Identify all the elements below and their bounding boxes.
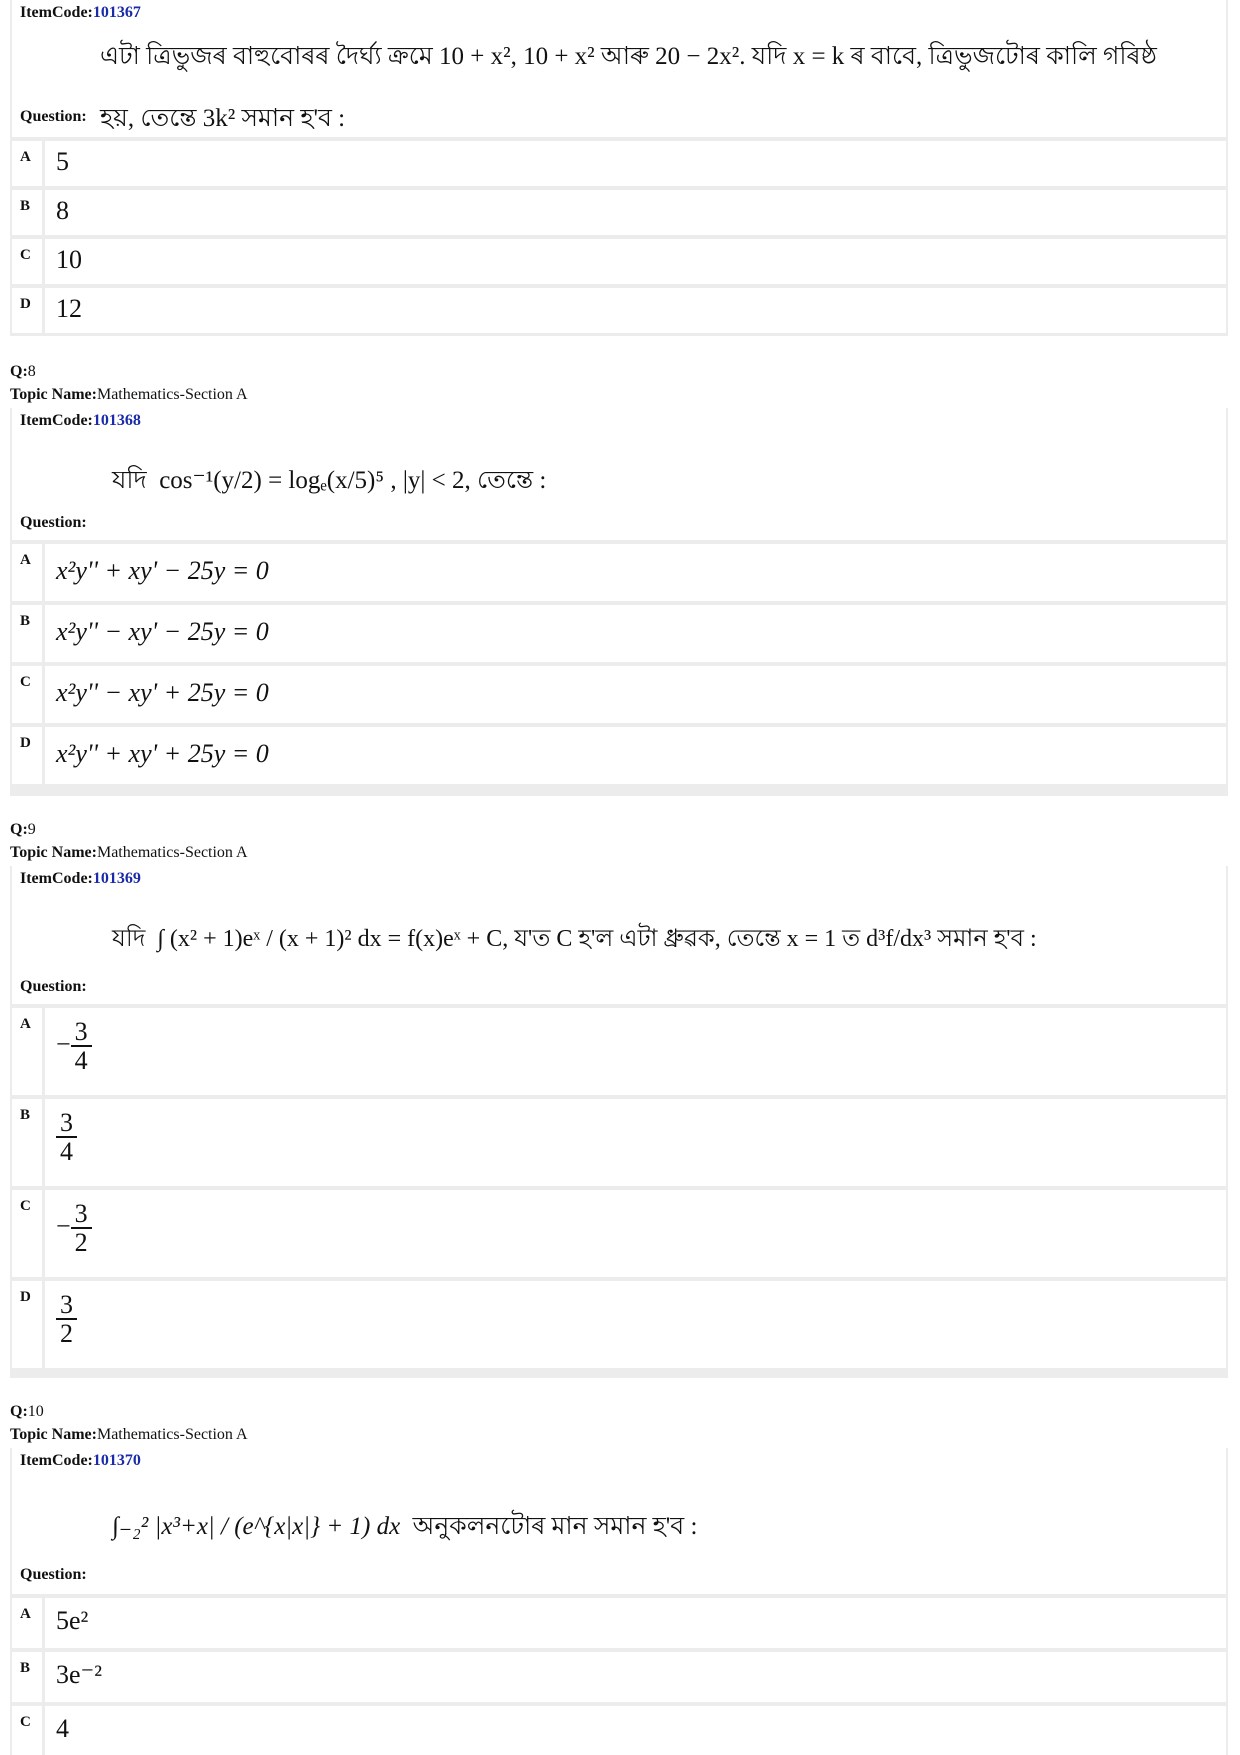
- question-stem: ∫₋₂² |x³+x| / (e^{x|x|} + 1) dx অনুকলনটোৰ মান সমান হ'ব :: [112, 1513, 698, 1540]
- option-c[interactable]: C − $\frac{3}{2}$: [12, 1190, 1226, 1277]
- option-a[interactable]: A 5e²: [12, 1598, 1226, 1648]
- option-b[interactable]: B 3e⁻²: [12, 1652, 1226, 1702]
- question-header: [12, 866, 1226, 1004]
- option-c[interactable]: C x²y'' − xy' + 25y = 0: [12, 666, 1226, 723]
- option-a[interactable]: A − $\frac{3}{4}$: [12, 1008, 1226, 1095]
- option-d[interactable]: D 12: [12, 288, 1226, 333]
- option-a[interactable]: A 5: [12, 141, 1226, 186]
- option-a[interactable]: A x²y'' + xy' − 25y = 0: [12, 544, 1226, 601]
- item-code: ItemCode:101367: [20, 4, 141, 21]
- item-code: ItemCode:101368: [20, 412, 141, 429]
- option-b[interactable]: B $\frac{3}{4}$: [12, 1099, 1226, 1186]
- question-header: [12, 1448, 1226, 1594]
- option-b[interactable]: B x²y'' − xy' − 25y = 0: [12, 605, 1226, 662]
- question-number: Q:9: [10, 821, 36, 838]
- question-number: Q:10: [10, 1403, 44, 1420]
- question-label: Question:: [20, 108, 87, 125]
- option-b[interactable]: B 8: [12, 190, 1226, 235]
- question-header: [12, 408, 1226, 540]
- question-stem: যদি ∫ (x² + 1)eˣ / (x + 1)² dx = f(x)eˣ + C, য'ত C হ'ল এটা ধ্ৰুৱক, তেন্তে x = 1 ত d³f/dx³ সমান হ'ব :: [112, 926, 1037, 952]
- question-block-101368: [10, 408, 1228, 796]
- question-number: Q:8: [10, 363, 36, 380]
- question-header: [12, 0, 1226, 137]
- question-stem: এটা ত্ৰিভুজৰ বাহুবোৰৰ দৈৰ্ঘ্য ক্ৰমে 10 + x², 10 + x² আৰু 20 − 2x². যদি x = k ৰ বাবে, ত্ৰিভুজটোৰ কালি গৰিষ্ঠ: [100, 43, 1157, 70]
- option-c[interactable]: C 10: [12, 239, 1226, 284]
- item-code: ItemCode:101370: [20, 1452, 141, 1469]
- question-block-101369: [10, 866, 1228, 1378]
- question-stem-line2: হয়, তেন্তে 3k² সমান হ'ব :: [100, 105, 346, 132]
- topic-name: Topic Name:Mathematics-Section A: [10, 386, 248, 403]
- option-c[interactable]: C 4: [12, 1706, 1226, 1755]
- option-d[interactable]: D $\frac{3}{2}$: [12, 1281, 1226, 1368]
- item-code-number: 101367: [92, 4, 141, 21]
- question-label: Question:: [20, 1566, 87, 1583]
- question-label: Question:: [20, 514, 87, 531]
- topic-name: Topic Name:Mathematics-Section A: [10, 844, 248, 861]
- option-d[interactable]: D x²y'' + xy' + 25y = 0: [12, 727, 1226, 784]
- topic-name: Topic Name:Mathematics-Section A: [10, 1426, 248, 1443]
- question-stem: যদি cos⁻¹(y/2) = logₑ(x/5)⁵ , |y| < 2, তেন্তে :: [112, 467, 547, 494]
- item-code: ItemCode:101369: [20, 870, 141, 887]
- question-block-101370: [10, 1448, 1228, 1755]
- question-label: Question:: [20, 978, 87, 995]
- question-block-101367: [10, 0, 1228, 336]
